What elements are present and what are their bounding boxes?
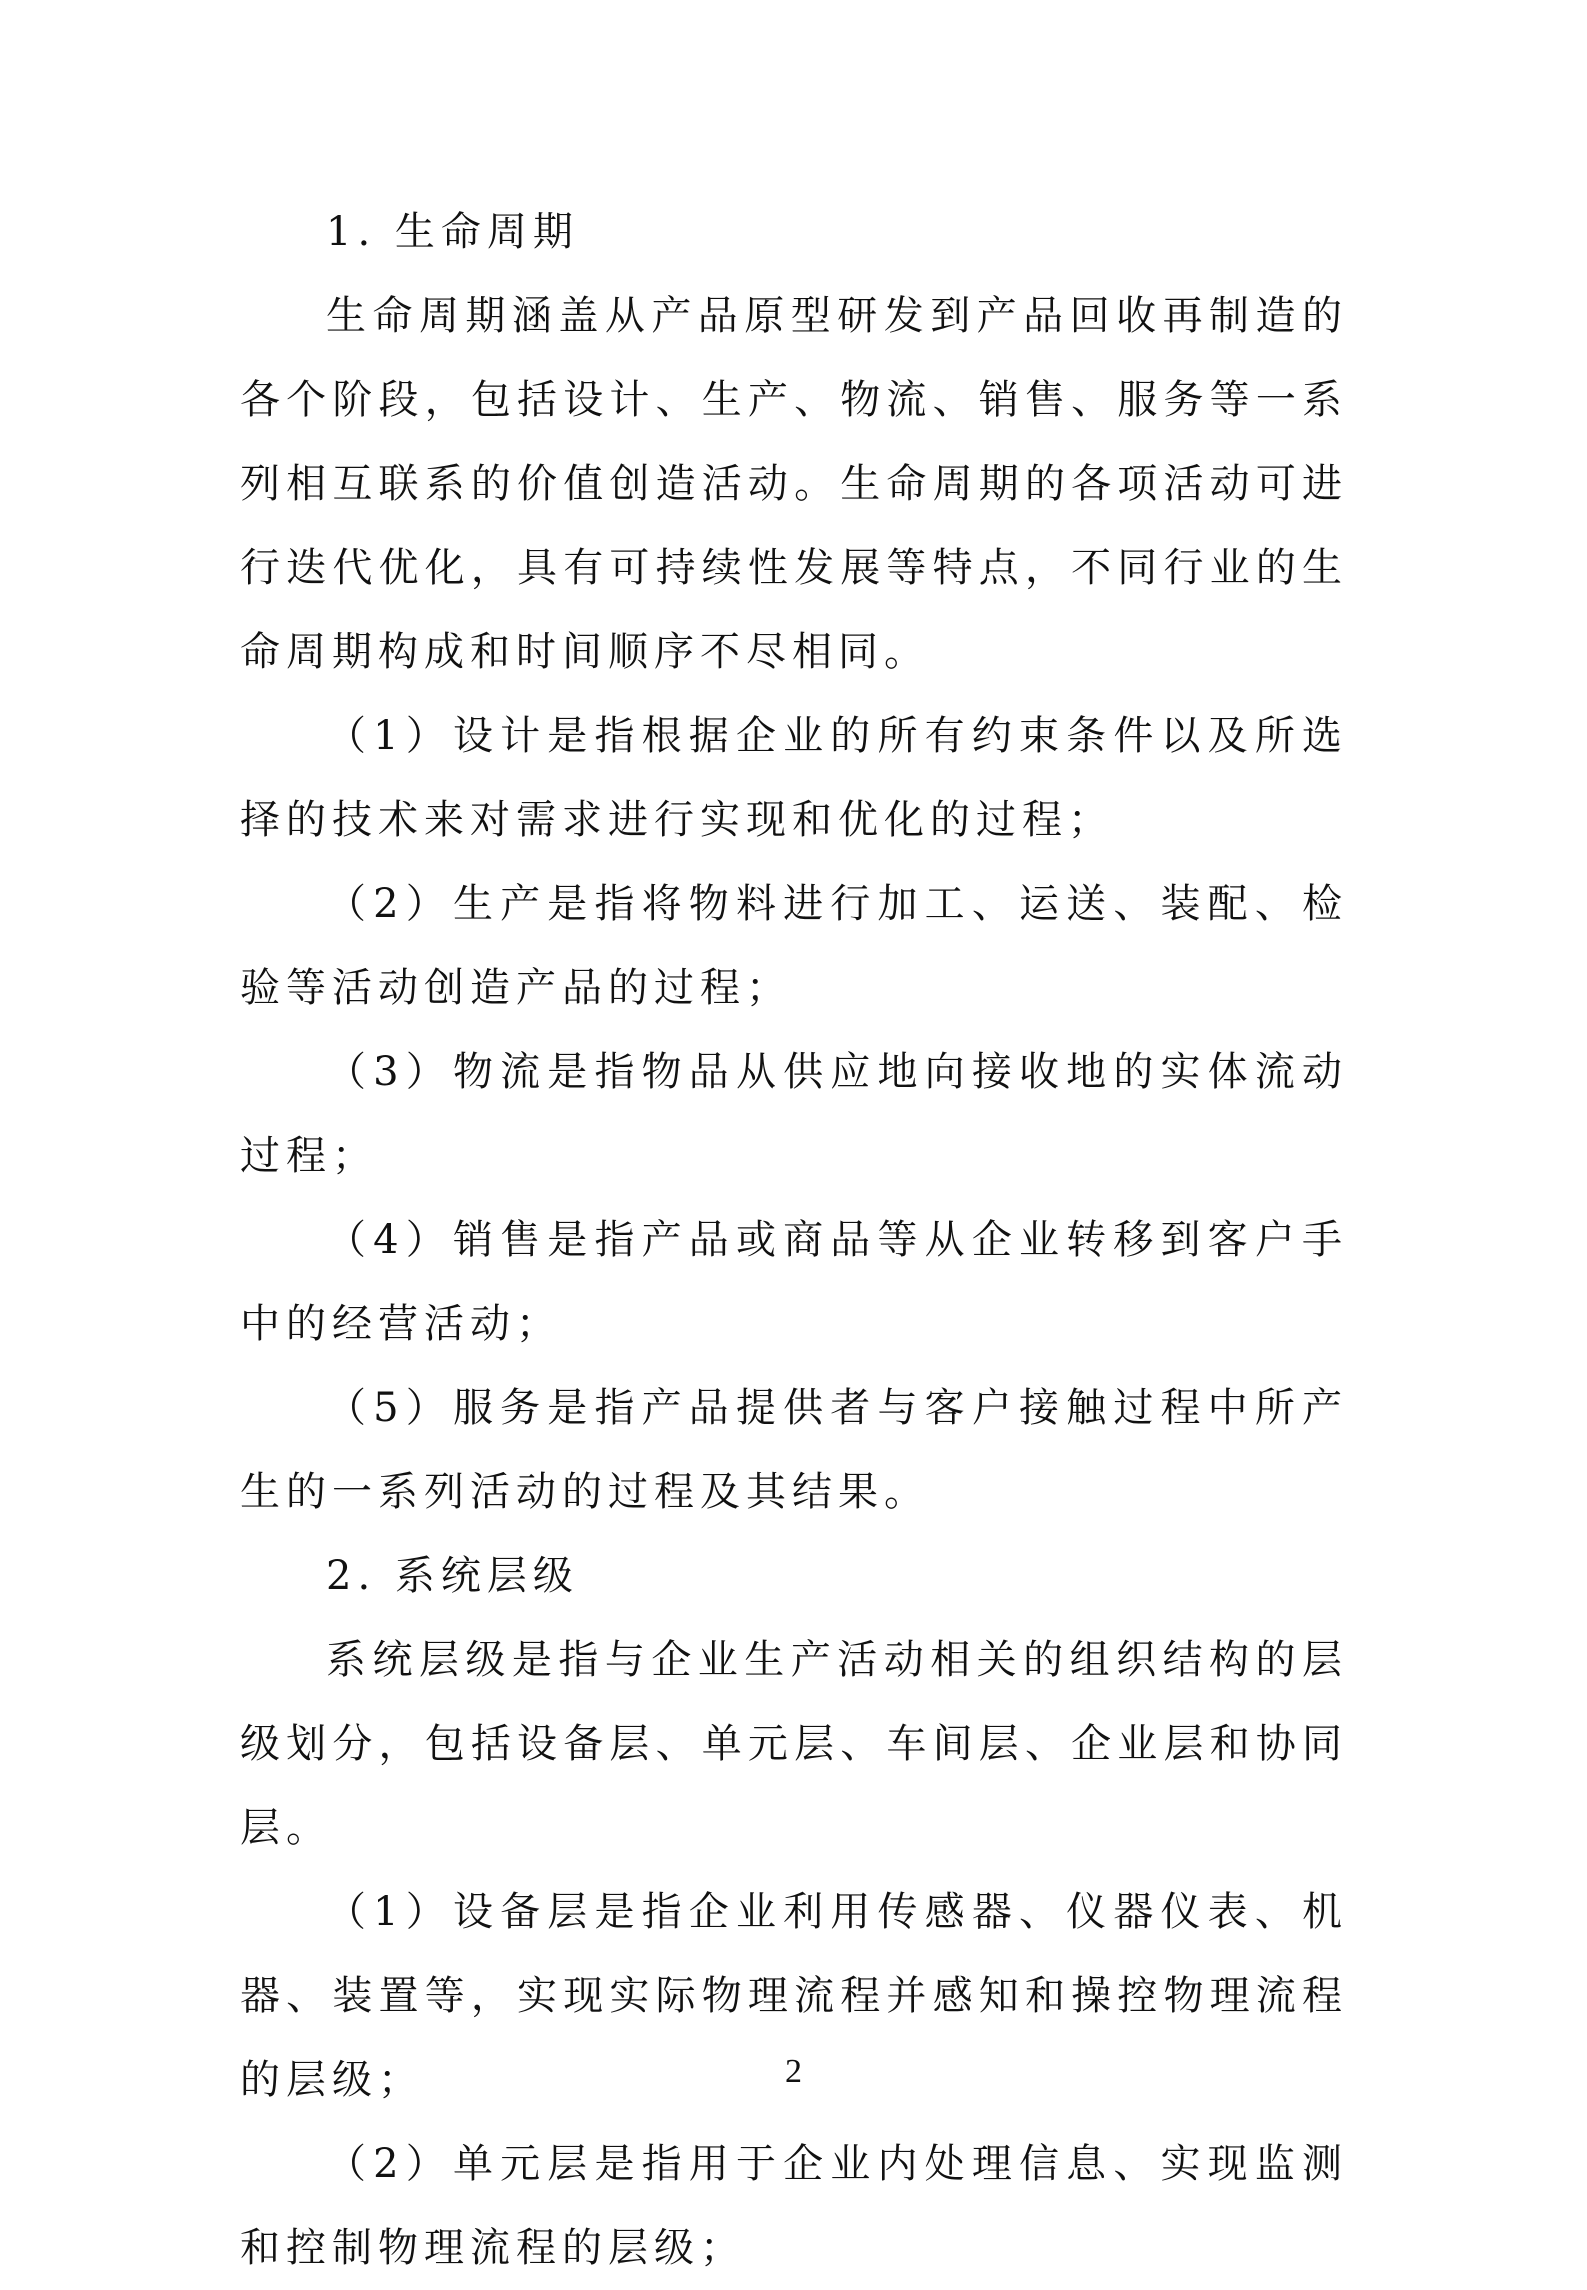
page-number: 2: [785, 2053, 802, 2090]
lifecycle-item-service: （5）服务是指产品提供者与客户接触过程中所产生的一系列活动的过程及其结果。: [240, 1385, 1348, 1515]
system-level-item-equipment: （1）设备层是指企业利用传感器、仪器仪表、机器、装置等，实现实际物理流程并感知和操控物理流程的层级；: [240, 1889, 1348, 2103]
section-heading-lifecycle: 1. 生命周期: [326, 209, 579, 255]
lifecycle-intro-paragraph: 生命周期涵盖从产品原型研发到产品回收再制造的各个阶段，包括设计、生产、物流、销售、服务等一系列相互联系的价值创造活动。生命周期的各项活动可进行迭代优化，具有可持续性发展等特点，不同行业的生命周期构成和时间顺序不尽相同。: [240, 293, 1348, 675]
system-level-item-unit: （2）单元层是指用于企业内处理信息、实现监测和控制物理流程的层级；: [240, 2141, 1348, 2271]
system-level-intro-paragraph: 系统层级是指与企业生产活动相关的组织结构的层级划分，包括设备层、单元层、车间层、企业层和协同层。: [240, 1637, 1348, 1851]
lifecycle-item-production: （2）生产是指将物料进行加工、运送、装配、检验等活动创造产品的过程；: [240, 881, 1348, 1011]
section-heading-system-level: 2. 系统层级: [326, 1553, 579, 1599]
lifecycle-item-sales: （4）销售是指产品或商品等从企业转移到客户手中的经营活动；: [240, 1217, 1348, 1347]
document-body: [240, 190, 1348, 2290]
lifecycle-item-design: （1）设计是指根据企业的所有约束条件以及所选择的技术来对需求进行实现和优化的过程；: [240, 713, 1348, 843]
lifecycle-item-logistics: （3）物流是指物品从供应地向接收地的实体流动过程；: [240, 1049, 1348, 1179]
